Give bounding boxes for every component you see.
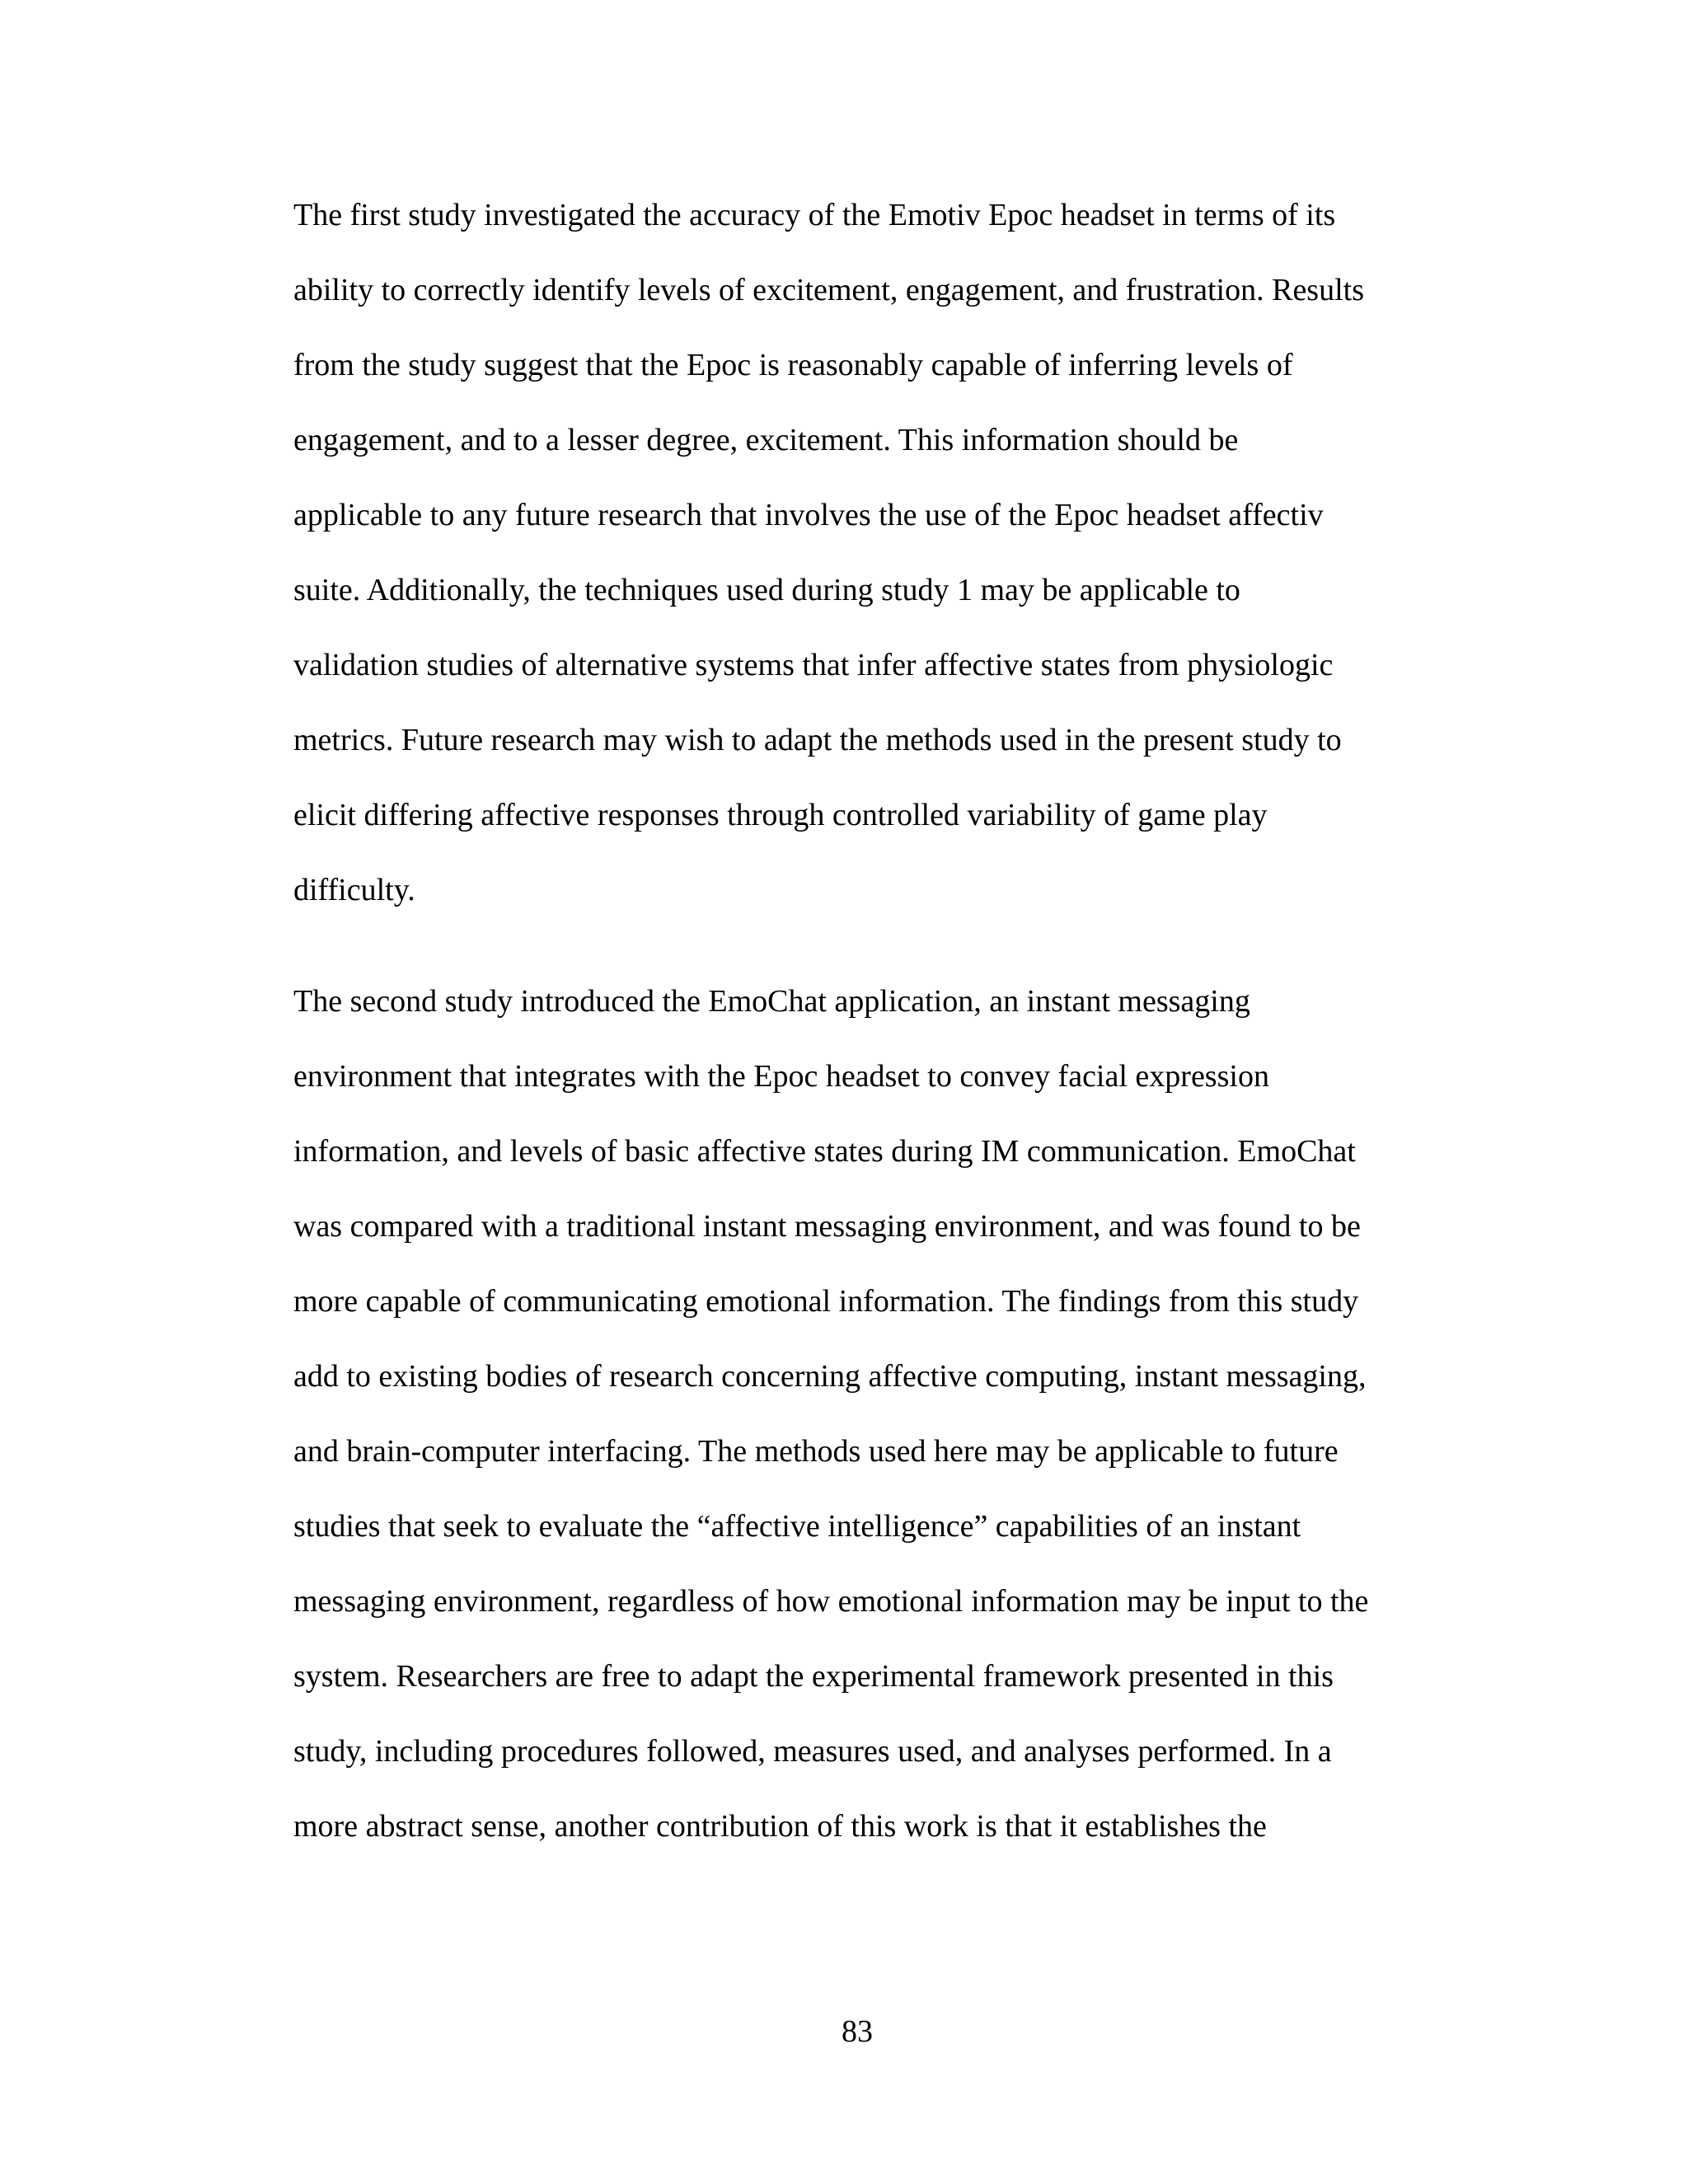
paragraph-line: and brain-computer interfacing. The methods used here may be applicable to future xyxy=(293,1434,1339,1469)
paragraph-line: The second study introduced the EmoChat application, an instant messaging xyxy=(293,984,1250,1019)
paragraph-line: more abstract sense, another contribution of this work is that it establishes the xyxy=(293,1809,1267,1844)
paragraph-line: difficulty. xyxy=(293,873,415,907)
paragraph-line: engagement, and to a lesser degree, excitement. This information should be xyxy=(293,423,1239,457)
paragraph-line: from the study suggest that the Epoc is reasonably capable of inferring levels of xyxy=(293,348,1293,382)
paragraph-line: add to existing bodies of research concerning affective computing, instant messaging, xyxy=(293,1359,1367,1394)
paragraph-line: suite. Additionally, the techniques used during study 1 may be applicable to xyxy=(293,573,1240,607)
paragraph-line: information, and levels of basic affective states during IM communication. EmoChat xyxy=(293,1134,1356,1169)
paragraph-line: study, including procedures followed, measures used, and analyses performed. In a xyxy=(293,1734,1332,1769)
paragraph-line: studies that seek to evaluate the “affective intelligence” capabilities of an instant xyxy=(293,1509,1301,1544)
paragraph-line: metrics. Future research may wish to adapt the methods used in the present study to xyxy=(293,723,1342,757)
paragraph-line: more capable of communicating emotional information. The findings from this study xyxy=(293,1284,1359,1319)
paragraph-line: validation studies of alternative systems that infer affective states from physiologic xyxy=(293,648,1334,682)
paragraph-line: environment that integrates with the Epoc headset to convey facial expression xyxy=(293,1059,1269,1094)
paragraph-line: elicit differing affective responses through controlled variability of game play xyxy=(293,798,1268,832)
paragraph-line: The first study investigated the accuracy of the Emotiv Epoc headset in terms of its xyxy=(293,198,1336,232)
paragraph-line: applicable to any future research that involves the use of the Epoc headset affectiv xyxy=(293,498,1324,532)
paragraph-line: system. Researchers are free to adapt the experimental framework presented in this xyxy=(293,1659,1334,1694)
paragraph-line: was compared with a traditional instant messaging environment, and was found to be xyxy=(293,1209,1361,1244)
paragraph-line: messaging environment, regardless of how emotional information may be input to the xyxy=(293,1584,1369,1619)
paragraph-line: ability to correctly identify levels of excitement, engagement, and frustration. Results xyxy=(293,273,1364,307)
page-number: 83 xyxy=(842,2014,873,2049)
